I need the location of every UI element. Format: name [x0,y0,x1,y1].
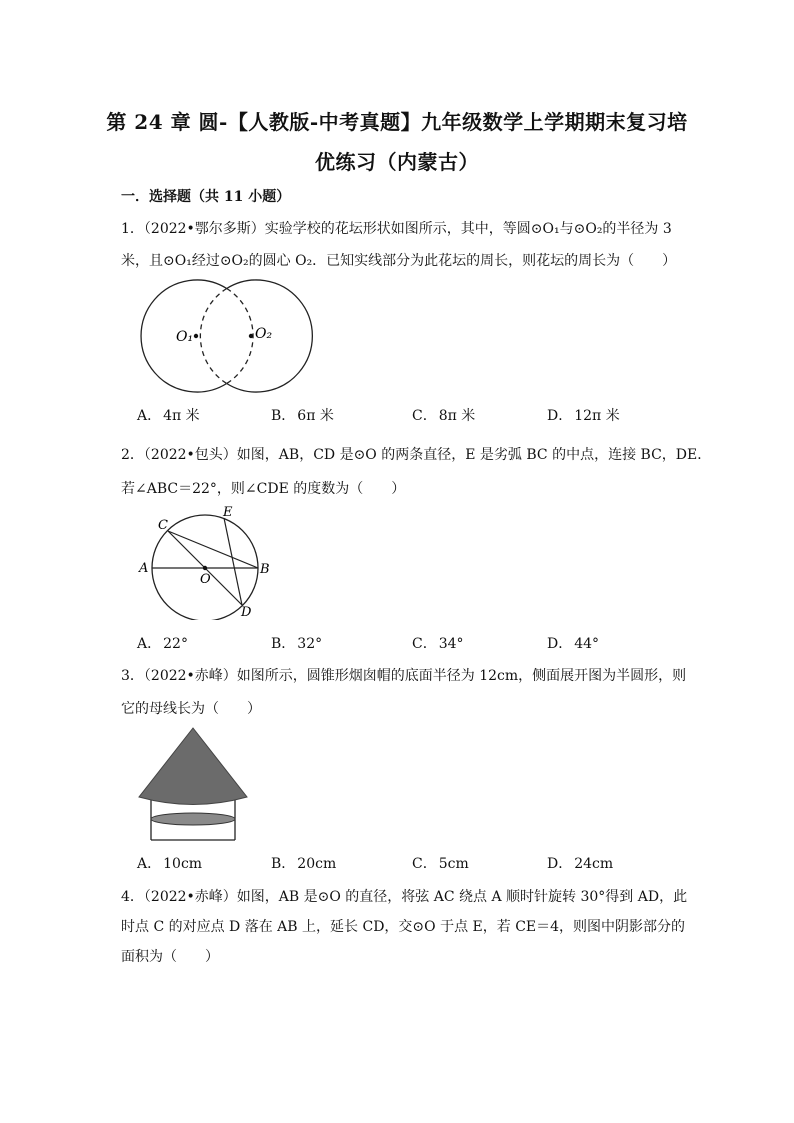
q2-label-d: D [241,605,252,620]
q3-base-ellipse [151,813,235,825]
q2-center-o [203,566,207,570]
q3-option-b[interactable]: B． 20cm [271,856,337,872]
q2-chord-bc [168,531,258,568]
q1-option-d[interactable]: D． 12π 米 [547,408,620,424]
section-heading: 一．选择题（共 11 小题） [121,189,291,205]
q3-option-a[interactable]: A． 10cm [137,856,203,872]
q2-label-a: A [139,561,149,576]
q1-label-o2: O₂ [255,326,273,342]
q2-label-c: C [158,518,168,533]
q1-option-a[interactable]: A． 4π 米 [137,408,200,424]
q1-figure-two-circles [130,276,320,396]
q2-option-a[interactable]: A． 22° [137,636,188,652]
q2-option-b[interactable]: B． 32° [271,636,323,652]
q3-figure-chimney-cap [135,722,265,844]
q1-text-line-1: 1．（2022•鄂尔多斯）实验学校的花坛形状如图所示，其中，等圆⊙O₁与⊙O₂的半径为 3 [121,221,672,237]
q2-figure-circle-diameters [135,505,275,620]
q2-chord-de [224,518,242,605]
q2-option-d[interactable]: D． 44° [547,636,600,652]
q2-label-e: E [223,505,233,520]
q4-text-line-1: 4．（2022•赤峰）如图，AB 是⊙O 的直径，将弦 AC 绕点 A 顺时针旋转 30°得到 AD，此 [121,889,688,905]
q2-text-line-1: 2．（2022•包头）如图，AB，CD 是⊙O 的两条直径，E 是劣弧 BC 的中点，连接 BC，DE． [121,447,712,463]
q3-text-line-1: 3．（2022•赤峰）如图所示，圆锥形烟囱帽的底面半径为 12cm，侧面展开图为半圆形，则 [121,668,687,684]
q3-cone-shape [139,728,247,805]
document-title-line-2: 优练习（内蒙古） [315,150,479,174]
q2-label-b: B [260,562,270,577]
q1-option-c[interactable]: C． 8π 米 [412,408,476,424]
q3-option-c[interactable]: C． 5cm [412,856,469,872]
q3-option-d[interactable]: D． 24cm [547,856,614,872]
q1-circle-right-dashed-arc [200,289,226,384]
q2-label-o: O [200,572,211,587]
q1-center-o2 [249,334,253,338]
q1-text-line-2: 米，且⊙O₁经过⊙O₂的圆心 O₂．已知实线部分为此花坛的周长，则花坛的周长为（ ） [121,253,677,269]
q1-center-o1 [194,334,198,338]
q1-option-b[interactable]: B． 6π 米 [271,408,334,424]
q1-label-o1: O₁ [176,329,194,345]
q4-text-line-3: 面积为（ ） [121,949,219,965]
q2-option-c[interactable]: C． 34° [412,636,464,652]
q4-text-line-2: 时点 C 的对应点 D 落在 AB 上，延长 CD，交⊙O 于点 E，若 CE＝4，则图中阴影部分的 [121,919,686,935]
q2-text-line-2: 若∠ABC＝22°，则∠CDE 的度数为（ ） [121,481,406,497]
document-title-line-1: 第 24 章 圆-【人教版-中考真题】九年级数学上学期期末复习培 [106,110,688,134]
q3-text-line-2: 它的母线长为（ ） [121,701,261,717]
